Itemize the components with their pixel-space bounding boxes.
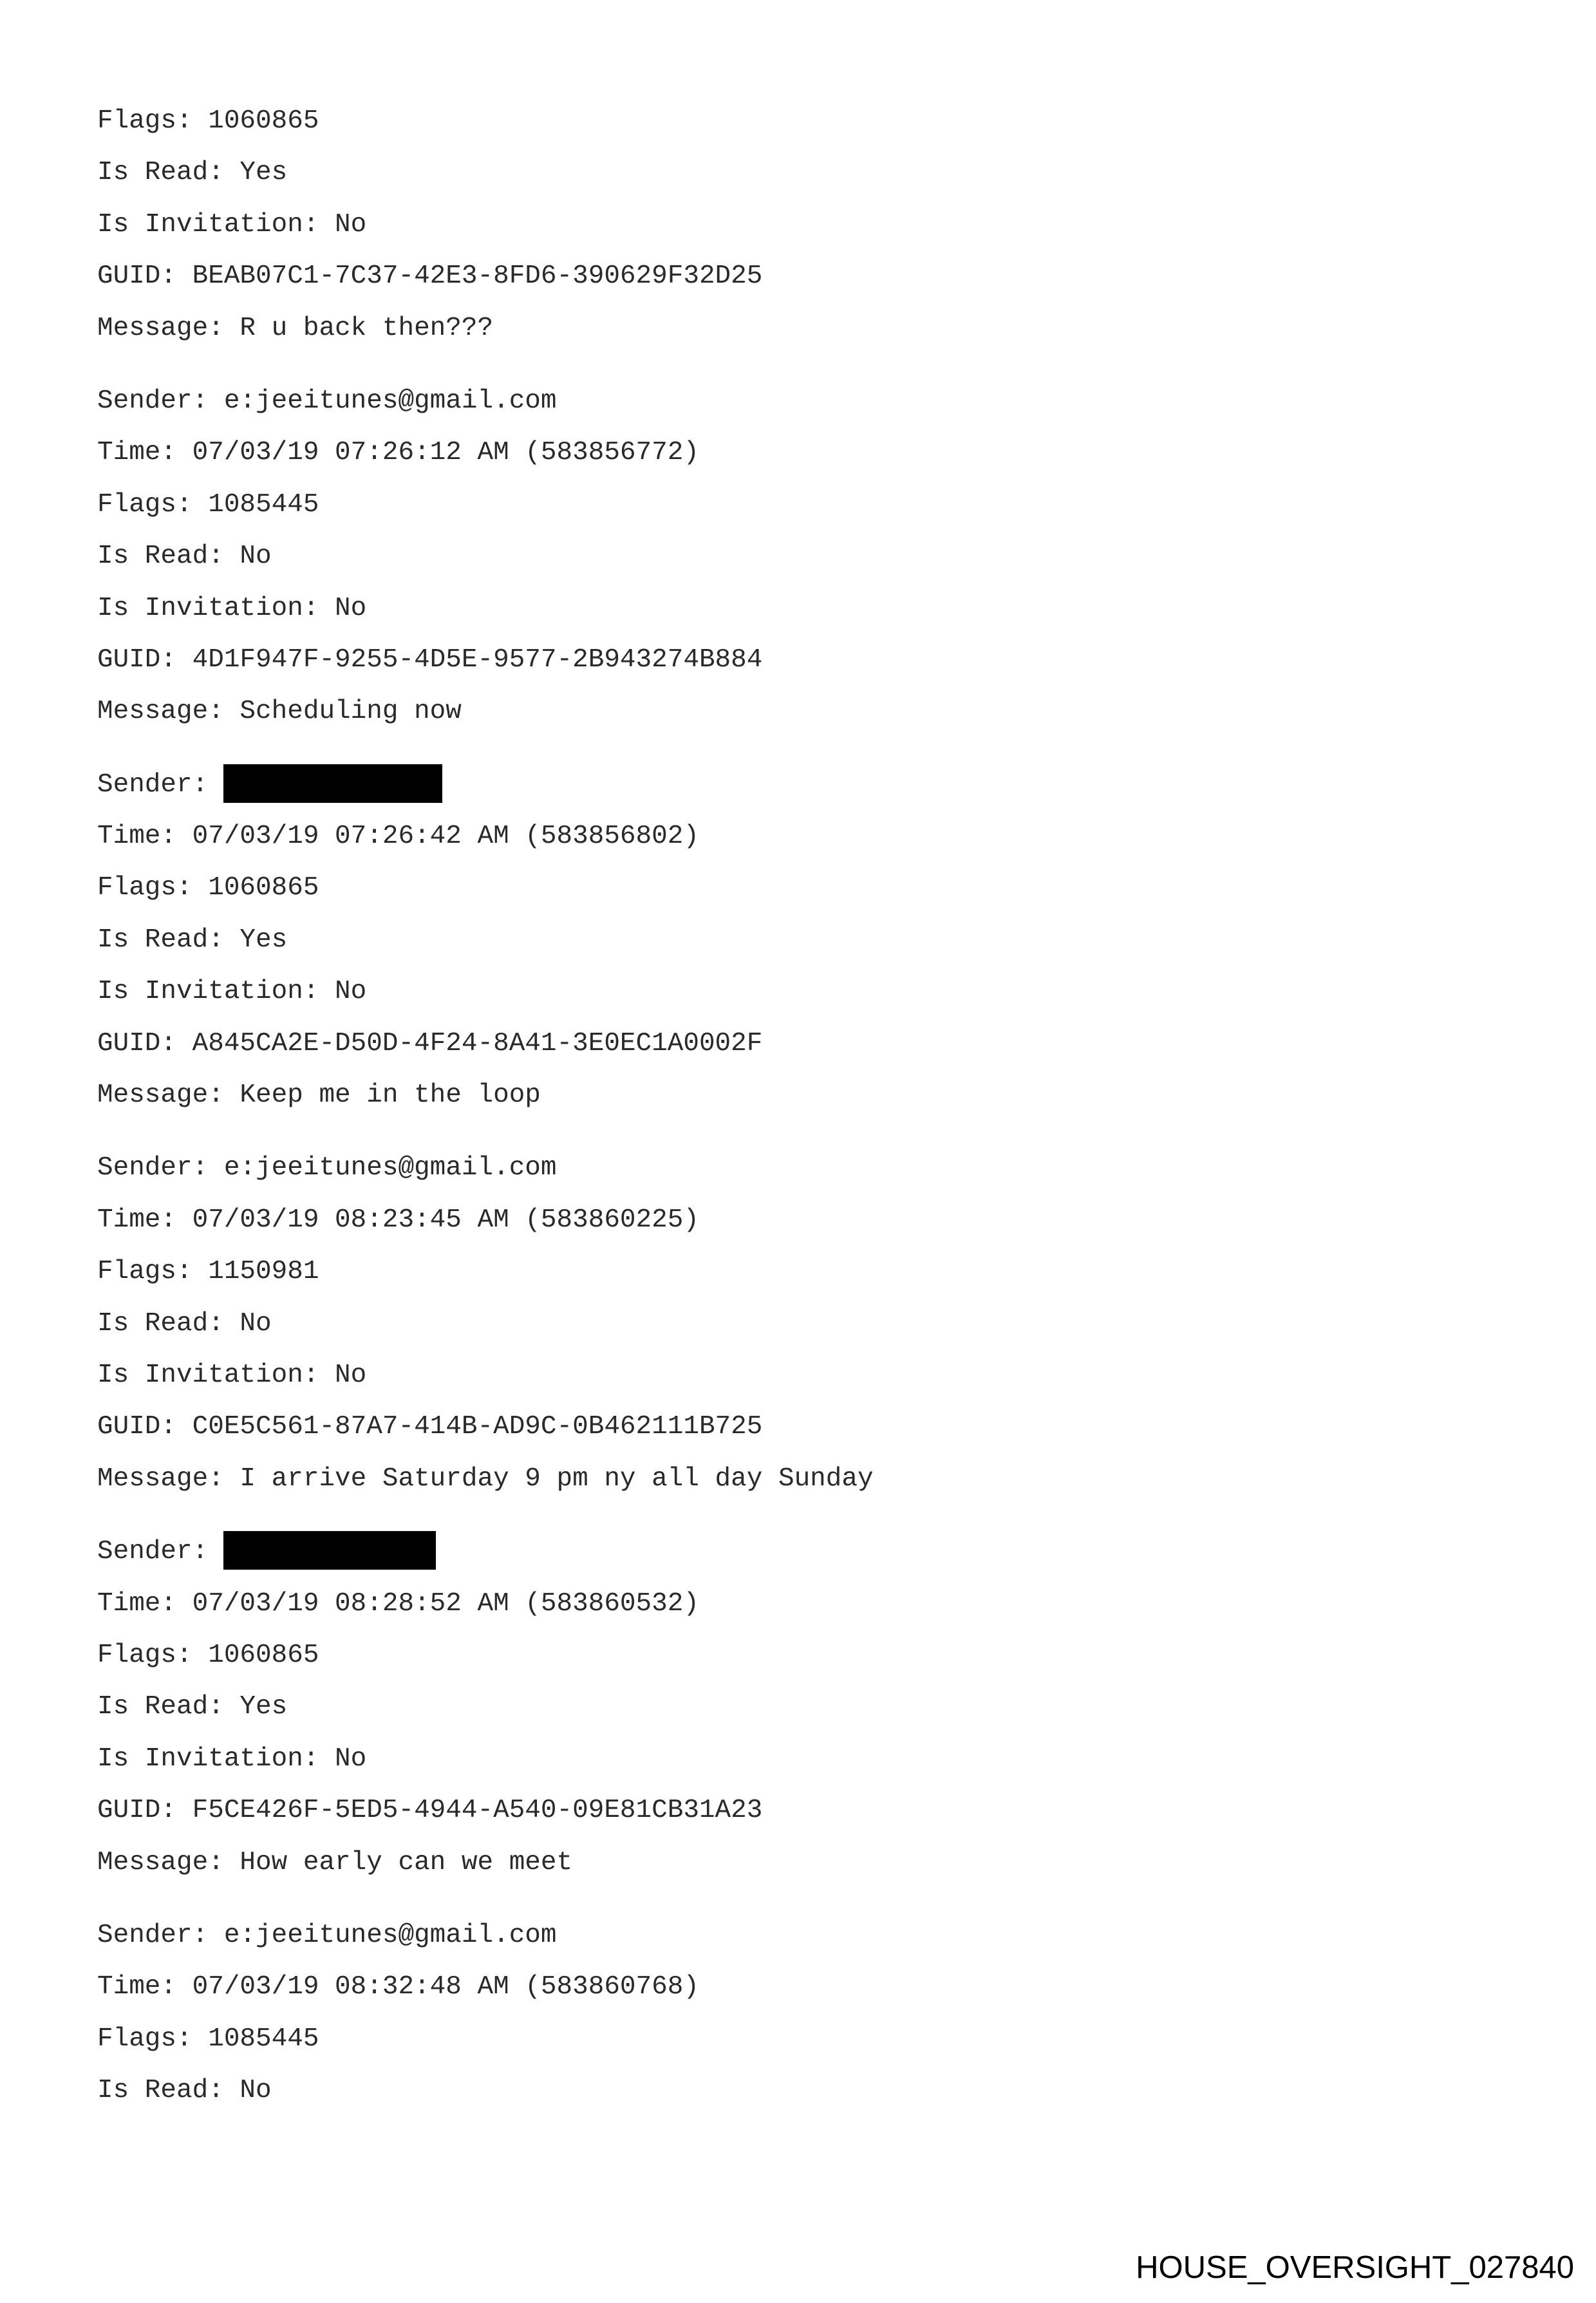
flags-line: Flags: 1060865 <box>97 106 319 136</box>
message-record <box>97 1917 1501 2125</box>
message-line: Message: I arrive Saturday 9 pm ny all day Sunday <box>97 1463 874 1494</box>
flags-line: Flags: 1085445 <box>97 2024 319 2054</box>
bates-number: HOUSE_OVERSIGHT_027840 <box>1136 2250 1574 2285</box>
guid-line: GUID: 4D1F947F-9255-4D5E-9577-2B943274B884 <box>97 644 763 675</box>
message-record <box>97 103 1501 362</box>
guid-line: GUID: A845CA2E-D50D-4F24-8A41-3E0EC1A0002F <box>97 1028 763 1058</box>
sender-label: Sender: <box>97 1537 209 1567</box>
guid-line: GUID: C0E5C561-87A7-414B-AD9C-0B462111B725 <box>97 1412 763 1442</box>
time-line: Time: 07/03/19 08:28:52 AM (583860532) <box>97 1588 699 1619</box>
message-log <box>97 103 1501 2124</box>
block-separator <box>97 362 1501 383</box>
flags-line: Flags: 1060865 <box>97 1640 319 1670</box>
sender-line <box>97 1534 1501 1585</box>
redaction-box <box>223 1531 436 1570</box>
is-read-line: Is Read: No <box>97 2076 272 2106</box>
is-read-line: Is Read: No <box>97 1308 272 1339</box>
is-read-line: Is Read: No <box>97 541 272 572</box>
message-line: Message: Keep me in the loop <box>97 1080 541 1111</box>
time-line: Time: 07/03/19 08:32:48 AM (583860768) <box>97 1972 699 2002</box>
sender-line <box>97 767 1501 818</box>
message-record <box>97 767 1501 1129</box>
is-invitation-line: Is Invitation: No <box>97 977 367 1007</box>
flags-line: Flags: 1060865 <box>97 873 319 903</box>
redaction-box <box>223 764 442 803</box>
time-line: Time: 07/03/19 07:26:12 AM (583856772) <box>97 438 699 468</box>
is-read-line: Is Read: Yes <box>97 158 288 188</box>
is-read-line: Is Read: Yes <box>97 925 288 955</box>
message-record <box>97 1150 1501 1512</box>
message-record <box>97 1534 1501 1896</box>
is-invitation-line: Is Invitation: No <box>97 1360 367 1390</box>
time-line: Time: 07/03/19 07:26:42 AM (583856802) <box>97 822 699 852</box>
is-invitation-line: Is Invitation: No <box>97 209 367 240</box>
is-invitation-line: Is Invitation: No <box>97 1744 367 1774</box>
guid-line: GUID: BEAB07C1-7C37-42E3-8FD6-390629F32D25 <box>97 261 763 292</box>
message-line: Message: R u back then??? <box>97 313 494 343</box>
message-line: Message: How early can we meet <box>97 1847 573 1877</box>
flags-line: Flags: 1085445 <box>97 489 319 520</box>
time-line: Time: 07/03/19 08:23:45 AM (583860225) <box>97 1205 699 1235</box>
sender-line: Sender: e:jeeitunes@gmail.com <box>97 386 557 416</box>
block-separator <box>97 1896 1501 1917</box>
guid-line: GUID: F5CE426F-5ED5-4944-A540-09E81CB31A23 <box>97 1796 763 1826</box>
sender-line: Sender: e:jeeitunes@gmail.com <box>97 1920 557 1950</box>
block-separator <box>97 1129 1501 1150</box>
message-record <box>97 383 1501 746</box>
flags-line: Flags: 1150981 <box>97 1257 319 1287</box>
is-read-line: Is Read: Yes <box>97 1692 288 1722</box>
is-invitation-line: Is Invitation: No <box>97 593 367 623</box>
sender-line: Sender: e:jeeitunes@gmail.com <box>97 1153 557 1183</box>
sender-label: Sender: <box>97 769 209 800</box>
message-line: Message: Scheduling now <box>97 697 462 727</box>
